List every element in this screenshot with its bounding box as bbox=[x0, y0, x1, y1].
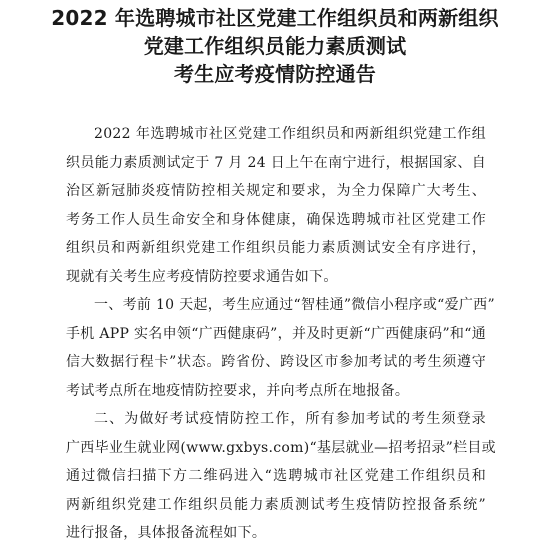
body-line: 广西毕业生就业网(www.gxbys.com)“基层就业—招考招录”栏目或 bbox=[66, 439, 496, 456]
body-line: 信大数据行程卡”状态。跨省份、跨设区市参加考试的考生须遵守 bbox=[66, 354, 486, 370]
notice-title bbox=[0, 4, 550, 88]
title-line-1: 2022 年选聘城市社区党建工作组织员和两新组织 bbox=[51, 6, 499, 30]
body-line: 一、考前 10 天起，考生应通过“智桂通”微信小程序或“爱广西” bbox=[94, 297, 495, 313]
body-line: 考试考点所在地疫情防控要求，并向考点所在地报备。 bbox=[66, 382, 410, 399]
paragraph-intro bbox=[66, 120, 486, 291]
body-line: 织员能力素质测试定于 7 月 24 日上午在南宁进行，根据国家、自 bbox=[66, 154, 486, 171]
paragraph-section-2 bbox=[66, 405, 496, 548]
title-line-2: 党建工作组织员能力素质测试 bbox=[143, 34, 407, 58]
body-line: 通过微信扫描下方二维码进入“选聘城市社区党建工作组织员和 bbox=[66, 468, 486, 484]
body-line: 现就有关考生应考疫情防控要求通告如下。 bbox=[66, 268, 338, 285]
body-line: 两新组织党建工作组织员能力素质测试考生疫情防控报备系统” bbox=[66, 496, 486, 513]
title-line-3: 考生应考疫情防控通告 bbox=[174, 62, 376, 86]
body-line: 二、为做好考试疫情防控工作，所有参加考试的考生须登录 bbox=[94, 411, 486, 427]
body-line: 手机 APP 实名申领“广西健康码”，并及时更新“广西健康码”和“通 bbox=[66, 325, 486, 342]
body-line: 进行报备，具体报备流程如下。 bbox=[66, 525, 267, 541]
paragraph-section-1 bbox=[66, 291, 495, 405]
body-line: 治区新冠肺炎疫情防控相关规定和要求，为全力保障广大考生、 bbox=[66, 183, 486, 199]
notice-body bbox=[66, 120, 496, 548]
body-line: 考务工作人员生命安全和身体健康，确保选聘城市社区党建工作 bbox=[66, 211, 486, 228]
body-line: 2022 年选聘城市社区党建工作组织员和两新组织党建工作组 bbox=[94, 126, 486, 142]
body-line: 组织员和两新组织党建工作组织员能力素质测试安全有序进行， bbox=[66, 240, 486, 256]
